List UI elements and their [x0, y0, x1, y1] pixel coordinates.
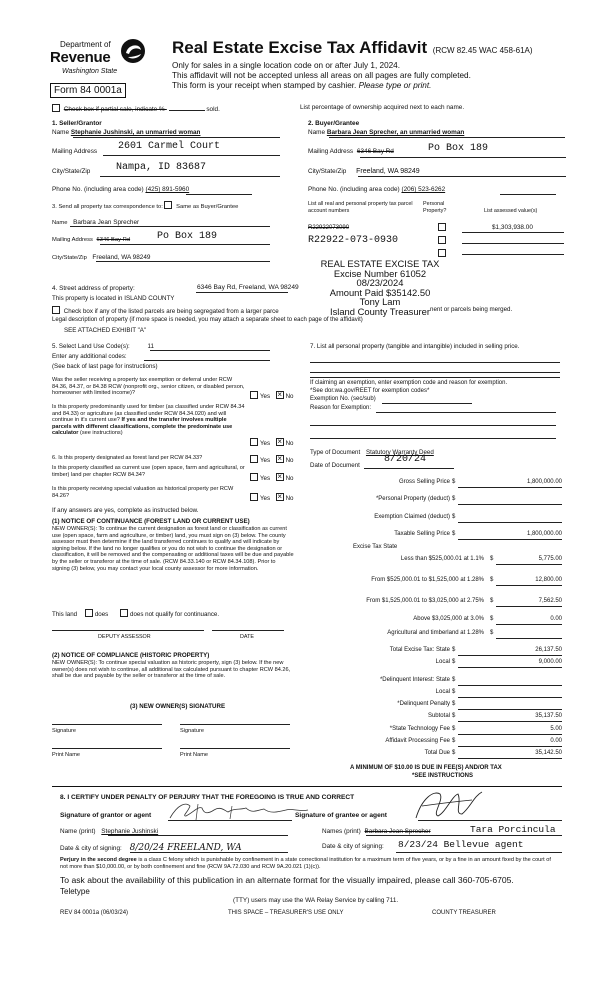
treasurer-space: THIS SPACE – TREASURER'S USE ONLY: [228, 910, 344, 916]
calc-tier1: [300, 556, 562, 564]
buyer-heading: 2. Buyer/Grantee: [308, 120, 360, 127]
q3-answer: [250, 455, 293, 464]
compliance-text: NEW OWNER(S): To continue special valuation as historic property, sign (3) below. If the new owner(s) does not wish to continue, all additional tax calculated pursuant to chapter RCW 84.26, shall be due and payable by the seller or transferor at the time of sale.: [52, 660, 291, 680]
seller-name[interactable]: Stephanie Jushinski, an unmarried woman: [70, 129, 201, 136]
calc-subtotal-dollar: $: [452, 713, 456, 719]
calc-delinq-local: [300, 689, 562, 697]
parcel-list-label: List all real and personal property tax parcel account numbers: [308, 201, 413, 214]
seller-phone-label: Phone No. (including area code): [52, 186, 144, 193]
calc-tier3: [300, 598, 562, 606]
calc-total-state-value[interactable]: 26,137.50: [535, 647, 562, 653]
buyer-name-label: Name: [308, 129, 326, 136]
logo-revenue: Revenue: [50, 49, 111, 66]
q3-yes-checkbox[interactable]: [250, 455, 258, 463]
correspondence-row: [52, 201, 238, 210]
calc-delinq-local-label: Local: [435, 689, 450, 695]
q1-yes-checkbox[interactable]: [250, 391, 258, 399]
grantee-name-row: [322, 828, 431, 835]
calc-taxable-value[interactable]: 1,800,000.00: [526, 531, 562, 537]
seller-name-row: [52, 129, 200, 136]
segregated-label: Check box if any of the listed parcels are being segregated from a larger parce: [63, 308, 279, 315]
calc-tech-fee-dollar: $: [452, 726, 456, 732]
buyer-city-label: City/State/Zip: [308, 168, 347, 175]
grantor-date-city-label: Date & city of signing:: [60, 845, 122, 852]
assessed-label: List assessed value(s): [484, 208, 538, 214]
grantee-date-city[interactable]: 8/23/24 Bellevue agent: [398, 839, 524, 850]
logo-state: Washington State: [62, 68, 118, 75]
assessor-date-label: DATE: [240, 634, 254, 640]
dor-swirl-icon: [120, 38, 146, 64]
personal-property-list-label: 7. List all personal property (tangible and intangible) included in selling price.: [310, 343, 520, 350]
header-line2: This affidavit will not be accepted unless all areas on all pages are fully completed.: [172, 71, 471, 80]
calc-delinq-penalty-label: *Delinquent Penalty: [397, 701, 450, 707]
does-label: does: [94, 611, 109, 618]
grantee-date-city-label: Date & city of signing:: [322, 843, 384, 850]
question-special-valuation: Is this property receiving special valuation as historical property per RCW 84.26?: [52, 486, 234, 499]
q1-yes-label: Yes: [260, 393, 271, 400]
question-exemption: Was the seller receiving a property tax exemption or deferral under RCW 84.36, 84.37, or 84.38 RCW (nonprofit org., senior citizen, or disabled person, homeowner with limited income)?: [52, 377, 245, 397]
parcel-struck: R22922073090: [308, 225, 350, 231]
calc-affidavit-fee: [300, 738, 562, 746]
q1-no-checkbox[interactable]: [276, 391, 284, 399]
q4-no-label: No: [285, 475, 294, 482]
grantee-date-city-row: [322, 843, 384, 850]
partial-sale-label: Check box if partial sale, indicate %-: [63, 106, 167, 113]
calc-local-value[interactable]: 9,000.00: [538, 659, 562, 665]
owner-signature-2-label: Signature: [180, 728, 204, 734]
calc-personal-dollar: $: [452, 496, 456, 502]
header-line1: Only for sales in a single location code on or after July 1, 2024.: [172, 61, 401, 70]
q1-no-label: No: [285, 393, 294, 400]
q5-yes-checkbox[interactable]: [250, 493, 258, 501]
correspondence-label: 3. Send all property tax correspondence to:: [52, 204, 163, 210]
perjury-notice: [60, 857, 560, 871]
calc-total-due: [300, 750, 562, 758]
parcel-personal-checkbox-1[interactable]: [438, 223, 446, 231]
question-open-space: Is this property classified as current use (open space, farm and agricultural, or timber) land per chapter RCW 84.34?: [52, 465, 245, 478]
q3-no-checkbox[interactable]: [276, 455, 284, 463]
grantee-name-label: Names (print): [322, 828, 361, 835]
question-timber-text: Is this property predominantly used for timber (as classified under RCW 84.34 and 84.33) or agriculture (as classified under RCW 84.34.020) and will continue in it's current use?: [52, 404, 245, 424]
calc-exemption-dollar: $: [452, 514, 456, 520]
does-not-checkbox[interactable]: [120, 609, 128, 617]
q2-no-label: No: [285, 440, 294, 447]
q2-no-checkbox[interactable]: [276, 438, 284, 446]
parcel-personal-checkbox-2[interactable]: [438, 236, 446, 244]
calc-delinq-local-dollar: $: [452, 689, 456, 695]
does-checkbox[interactable]: [85, 609, 93, 617]
q5-answer: [250, 493, 293, 502]
q3-no-label: No: [285, 457, 294, 464]
q2-yes-label: Yes: [260, 440, 271, 447]
same-as-buyer-label: Same as Buyer/Grantee: [176, 204, 239, 210]
buyer-mailing-label: Mailing Address: [308, 148, 354, 155]
q1-answer: [250, 391, 293, 400]
seller-mailing[interactable]: 2601 Carmel Court: [118, 141, 221, 152]
assessed-value[interactable]: $1,303,938.00: [492, 224, 533, 231]
perjury-bold: Perjury in the second degree: [60, 857, 137, 863]
calc-tier3-value[interactable]: 7,562.50: [538, 598, 562, 604]
owner-print-name-2-label: Print Name: [180, 752, 208, 758]
buyer-phone-row: [308, 186, 445, 193]
question-forest: 6. Is this property designated as forest land per RCW 84.33?: [52, 455, 203, 461]
document-date-label: Date of Document: [310, 462, 360, 469]
additional-codes: Enter any additional codes:: [52, 353, 127, 360]
grantee-signature-label: Signature of grantee or agent: [295, 812, 387, 819]
calc-tier4-dollar: $: [490, 616, 494, 622]
corr-name-label: Name: [52, 220, 68, 226]
owner-signature-1-label: Signature: [52, 728, 76, 734]
calc-tier2: [300, 577, 562, 585]
revision-number: REV 84 0001a (06/03/24): [60, 910, 129, 916]
stamp-line3: 08/23/2024: [356, 277, 404, 289]
calc-delinq-state-label: *Delinquent Interest: State: [379, 677, 450, 683]
calc-total-state-dollar: $: [452, 647, 456, 653]
calc-local: [300, 659, 562, 667]
same-as-buyer-checkbox[interactable]: [164, 201, 172, 209]
calc-tier5: [300, 630, 562, 638]
segregated-end: nent or parcels being merged.: [430, 306, 513, 313]
calc-delinq-state: [300, 677, 562, 685]
q5-no-checkbox[interactable]: [276, 493, 284, 501]
stamp-line6: Island County Treasurer: [329, 305, 431, 317]
buyer-name[interactable]: Barbara Jean Sprecher, an unmarried woman: [326, 129, 465, 136]
continuance-heading: (1) NOTICE OF CONTINUANCE (FOREST LAND OR CURRENT USE): [52, 518, 250, 525]
calc-gross-label: Gross Selling Price: [398, 479, 450, 485]
calc-delinq-state-dollar: $: [452, 677, 456, 683]
buyer-phone-label: Phone No. (including area code): [308, 186, 400, 193]
corr-name-row: [52, 219, 139, 226]
land-use-code[interactable]: 11: [147, 343, 154, 350]
buyer-phone[interactable]: (206) 523-6262: [401, 186, 446, 193]
calc-tier1-dollar: $: [490, 556, 494, 562]
header-line3: [172, 81, 431, 90]
q4-answer: [250, 473, 293, 482]
buyer-mailing-row: [308, 148, 394, 155]
calc-tier5-dollar: $: [490, 630, 494, 636]
partial-sale-checkbox[interactable]: [52, 104, 60, 112]
calc-delinq-penalty: [300, 701, 562, 709]
corr-mailing-label: Mailing Address: [52, 237, 93, 243]
calc-delinq-penalty-dollar: $: [452, 701, 456, 707]
street-label: 4. Street address of property:: [52, 285, 135, 292]
q4-yes-label: Yes: [260, 475, 271, 482]
ownership-note: List percentage of ownership acquired next to each name.: [300, 104, 465, 111]
certify-heading: 8. I CERTIFY UNDER PENALTY OF PERJURY THAT THE FOREGOING IS TRUE AND CORRECT: [60, 794, 355, 801]
calc-affidavit-fee-dollar: $: [452, 738, 456, 744]
stamp-line2: Excise Number 61052: [333, 267, 427, 279]
continuance-row: [52, 609, 219, 618]
legal-description: Legal description of property (if more space is needed, you may attach a separate sheet to each page of the affidavit): [52, 317, 363, 323]
buyer-mailing-struck: 6346 Bay Rd: [356, 148, 394, 155]
buyer-name-row: [308, 129, 464, 136]
question-timber-tail: (see instructions): [80, 430, 123, 437]
seller-mailing-label: Mailing Address: [52, 148, 98, 155]
exemption-claiming: If claiming an exemption, enter exemption code and reason for exemption.: [310, 380, 508, 386]
parcel-number[interactable]: R22922-073-0930: [308, 235, 399, 246]
calc-tier5-label: Agricultural and timberland at 1.28%: [387, 630, 484, 636]
corr-city-row: [52, 254, 150, 261]
calc-personal-label: *Personal Property (deduct): [375, 496, 450, 502]
calc-tier3-label: From $1,525,000.01 to $3,025,000 at 2.75%: [366, 598, 484, 604]
seller-city[interactable]: Nampa, ID 83687: [116, 162, 207, 173]
does-not-label: does not qualify for continuance.: [130, 611, 220, 618]
calc-taxable: [300, 531, 562, 539]
exemption-number-label: Exemption No. (sec/sub): [310, 396, 376, 402]
seller-phone[interactable]: (425) 891-5960: [145, 186, 190, 193]
partial-sale-row: [52, 104, 220, 113]
teletype-label: Teletype: [60, 887, 90, 896]
see-back: (See back of last page for instructions): [52, 363, 158, 370]
calc-tier4: [300, 616, 562, 624]
seller-name-label: Name: [52, 129, 70, 136]
alt-format-notice: To ask about the availability of this publication in an alternate format for the visually impaired, please call 360-705-6705.: [60, 875, 514, 885]
calc-affidavit-fee-label: Affidavit Processing Fee: [385, 738, 450, 744]
grantee-name-struck: Barbara Jean Sprecher: [364, 828, 431, 835]
calc-tier2-value[interactable]: 12,800.00: [535, 577, 562, 583]
q3-yes-label: Yes: [260, 457, 271, 464]
continuance-text: NEW OWNER(S): To continue the current designation as forest land or classification as current use (open space, farm and agriculture, or timber) land, you must sign on (3) below. The county assessor must then determine if the land transferred continues to qualify and will indicate by signing below. If the land no longer qualifies or you do not wish to continue the designation or classification, it will be removed and the compensating or additional taxes will be due and payable by the seller or transferor at the time of sale. (RCW 84.33.140 or RCW 84.34.108). Prior to signing (3) below, you may contact your local county assessor for more information.: [52, 526, 294, 572]
calc-taxable-dollar: $: [452, 531, 456, 537]
title-text: Real Estate Excise Tax Affidavit: [172, 38, 428, 57]
new-owner-signature-heading: (3) NEW OWNER(S) SIGNATURE: [130, 703, 226, 710]
question-timber: [52, 404, 247, 437]
grantor-signature-label: Signature of grantor or agent: [60, 812, 152, 819]
calc-total-due-label: Total Due: [424, 750, 450, 756]
grantor-name[interactable]: Stephanie Jushinski: [101, 828, 159, 835]
seller-heading: 1. Seller/Grantor: [52, 120, 102, 127]
form-number: Form 84 0001a: [54, 85, 122, 96]
calc-see-instructions: *SEE INSTRUCTIONS: [412, 773, 474, 779]
calc-taxable-label: Taxable Selling Price: [394, 531, 450, 537]
exemption-see: *See dor.wa.gov/REET for exemption codes*: [310, 388, 430, 394]
grantee-signature-image: [412, 788, 486, 824]
title-rcw: (RCW 82.45 WAC 458-61A): [432, 46, 533, 55]
if-any-yes: If any answers are yes, complete as instructed below.: [52, 507, 199, 514]
question-timber-bold: If yes and the transfer involves multiple parcels with different classifications, complete the predominate use calculator: [52, 417, 233, 437]
perjury-text: is a class C felony which is punishable by confinement in a state correctional institution for a maximum term of five years, or by a fine in an amount fixed by the court of not more than $10,000.00, or by both confinement and fine (RCW 9A.72.030 and RCW 9A.20.021 (1)(c)).: [60, 857, 551, 870]
calc-subtotal-value[interactable]: 35,137.50: [535, 713, 562, 719]
calc-tier4-value[interactable]: 0.00: [550, 616, 562, 622]
calc-gross-dollar: $: [452, 479, 456, 485]
calc-minimum: A MINIMUM OF $10.00 IS DUE IN FEE(S) AND/OR TAX: [350, 765, 502, 771]
calc-excise-state: Excise Tax State: [353, 544, 398, 550]
document-type[interactable]: Statutory Warranty Deed: [365, 449, 434, 456]
exemption-reason-label: Reason for Exemption:: [310, 405, 372, 411]
form-title: [172, 38, 533, 58]
document-date[interactable]: 8/20/24: [384, 454, 427, 465]
calc-affidavit-fee-value[interactable]: 0.00: [550, 738, 562, 744]
parcel-personal-checkbox-3[interactable]: [438, 249, 446, 257]
street-address[interactable]: 6346 Bay Rd, Freeland, WA 98249: [197, 284, 299, 291]
calc-exemption: [300, 514, 562, 522]
seller-phone-row: [52, 186, 189, 193]
calc-personal: [300, 496, 562, 504]
corr-mailing-struck: 6346 Bay Rd: [96, 237, 131, 243]
calc-total-due-dollar: $: [452, 750, 456, 756]
grantee-name[interactable]: Tara Porcincula: [470, 824, 556, 835]
compliance-heading: (2) NOTICE OF COMPLIANCE (HISTORIC PROPERTY): [52, 652, 210, 659]
stamp-line1: REAL ESTATE EXCISE TAX: [320, 258, 440, 269]
county-treasurer-label: COUNTY TREASURER: [432, 910, 496, 916]
calc-subtotal-label: Subtotal: [427, 713, 450, 719]
owner-print-name-1-label: Print Name: [52, 752, 80, 758]
legal-exhibit[interactable]: SEE ATTACHED EXHIBIT "A": [64, 327, 147, 334]
calc-tier3-dollar: $: [490, 598, 494, 604]
header-line3-italic: Please type or print.: [358, 81, 432, 90]
deputy-assessor-label: DEPUTY ASSESSOR: [98, 634, 151, 640]
document-type-label: Type of Document: [310, 449, 361, 456]
calc-tier1-label: Less than $525,000.01 at 1.1%: [400, 556, 484, 562]
form-number-box: [50, 83, 126, 98]
calc-total-state: [300, 647, 562, 655]
calc-subtotal: [300, 713, 562, 721]
calc-tech-fee-label: *State Technology Fee: [389, 726, 450, 732]
calc-gross: [300, 479, 562, 487]
calc-tier2-dollar: $: [490, 577, 494, 583]
calc-exemption-label: Exemption Claimed (deduct): [374, 514, 450, 520]
grantor-name-row: [60, 828, 158, 835]
q5-yes-label: Yes: [260, 495, 271, 502]
q4-no-checkbox[interactable]: [276, 473, 284, 481]
corr-mailing[interactable]: Po Box 189: [157, 231, 218, 242]
buyer-city-row: [308, 168, 420, 175]
personal-property-label: Personal Property?: [423, 201, 447, 214]
calc-tech-fee: [300, 726, 562, 734]
land-use-row: [52, 343, 154, 350]
corr-city-label: City/State/Zip: [52, 255, 87, 261]
corr-mailing-row: [52, 237, 130, 243]
calc-local-label: Local: [435, 659, 450, 665]
corr-city[interactable]: Freeland, WA 98249: [92, 254, 151, 261]
dor-logo: [50, 36, 160, 80]
segregated-row: [52, 306, 279, 315]
tty-notice: (TTY) users may use the WA Relay Service by calling 711.: [233, 897, 399, 904]
calc-tech-fee-value[interactable]: 5.00: [550, 726, 562, 732]
grantor-date-city[interactable]: 8/20/24 FREELAND, WA: [129, 843, 242, 853]
grantor-name-label: Name (print): [60, 828, 96, 835]
seller-city-label: City/State/Zip: [52, 168, 91, 175]
header-line3-text: This form is your receipt when stamped by cashier.: [172, 81, 357, 90]
logo-dept-of: Department of: [60, 40, 111, 49]
calc-gross-value[interactable]: 1,800,000.00: [526, 479, 562, 485]
parcel-personal-checkboxes: [438, 223, 448, 262]
located-in: This property is located in ISLAND COUNTY: [52, 295, 175, 302]
q4-yes-checkbox[interactable]: [250, 473, 258, 481]
q2-answer: [250, 438, 293, 447]
calc-tier2-label: From $525,000.01 to $1,525,000 at 1.28%: [371, 577, 484, 583]
stamp-line4: Amount Paid $35142.50: [329, 286, 431, 298]
stamp-line5: Tony Lam: [359, 296, 401, 308]
segregated-checkbox[interactable]: [52, 306, 60, 314]
calc-total-due-value[interactable]: 35,142.50: [535, 750, 562, 756]
buyer-mailing[interactable]: Po Box 189: [428, 143, 489, 154]
land-use-label: 5. Select Land Use Code(s):: [52, 343, 130, 350]
calc-total-state-label: Total Excise Tax: State: [389, 647, 450, 653]
calc-tier1-value[interactable]: 5,775.00: [538, 556, 562, 562]
q2-yes-checkbox[interactable]: [250, 438, 258, 446]
this-land-label: This land: [52, 611, 78, 618]
corr-name[interactable]: Barbara Jean Sprecher: [73, 219, 140, 226]
buyer-city[interactable]: Freeland, WA 98249: [356, 168, 420, 175]
q5-no-label: No: [285, 495, 294, 502]
partial-sale-sold: sold.: [206, 106, 220, 113]
calc-tier4-label: Above $3,025,000 at 3.0%: [413, 616, 484, 622]
calc-local-dollar: $: [452, 659, 456, 665]
